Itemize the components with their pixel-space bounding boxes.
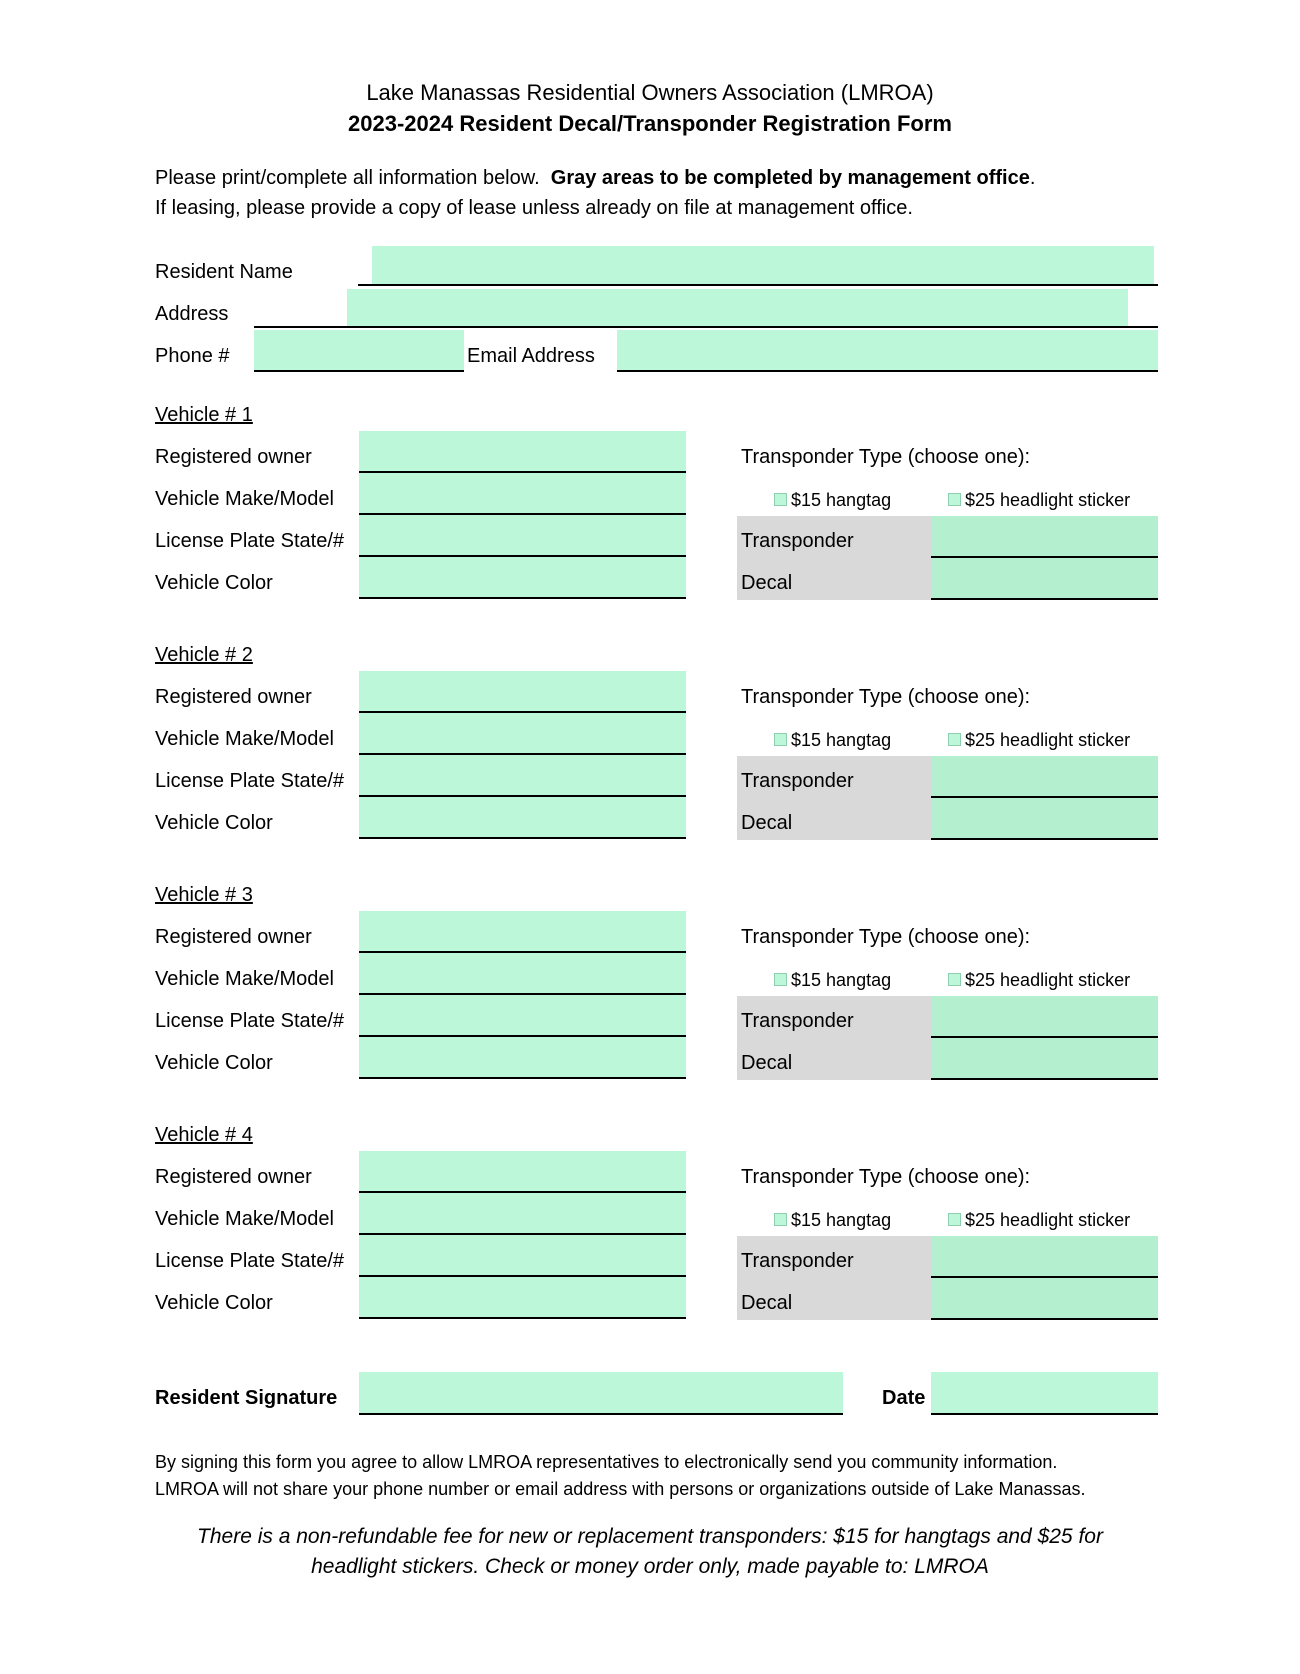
- vehicle-3-license-plate-label: License Plate State/#: [155, 1010, 345, 1032]
- vehicle-1-license-plate-label: License Plate State/#: [155, 530, 345, 552]
- vehicle-4-headlight-label: $25 headlight sticker: [965, 1210, 1131, 1230]
- consent-line-2: LMROA will not share your phone number or email address with persons or organizations outside of Lake Manassas.: [155, 1479, 1086, 1499]
- vehicle-2-license-plate-label: License Plate State/#: [155, 770, 345, 792]
- form-title: 2023-2024 Resident Decal/Transponder Registration Form: [348, 111, 952, 136]
- vehicle-1-vehicle-color-field[interactable]: [359, 557, 686, 599]
- vehicle-2-vehicle-color-field[interactable]: [359, 797, 686, 839]
- resident-signature-field[interactable]: [359, 1372, 843, 1415]
- vehicle-2-transponder-type-label: Transponder Type (choose one):: [741, 686, 1031, 708]
- vehicle-4-transponder-field[interactable]: [931, 1236, 1158, 1278]
- vehicle-3-registered-owner-field[interactable]: [359, 911, 686, 953]
- instructions-period: .: [1029, 167, 1036, 189]
- date-field[interactable]: [931, 1372, 1158, 1415]
- vehicle-2-decal-label: Decal: [741, 812, 793, 834]
- instructions-line-1: [155, 166, 1035, 190]
- vehicle-4-decal-label: Decal: [741, 1292, 793, 1314]
- vehicle-1-title: Vehicle # 1: [155, 404, 253, 426]
- vehicle-3-headlight-label: $25 headlight sticker: [965, 970, 1131, 990]
- vehicle-3-decal-label: Decal: [741, 1052, 793, 1074]
- vehicle-4-hangtag-label: $15 hangtag: [791, 1210, 892, 1230]
- vehicle-4-license-plate-field[interactable]: [359, 1235, 686, 1277]
- vehicle-1-hangtag-checkbox[interactable]: [774, 493, 787, 506]
- address-input[interactable]: [347, 289, 1128, 328]
- vehicle-4-license-plate-label: License Plate State/#: [155, 1250, 345, 1272]
- vehicle-4-make-model-label: Vehicle Make/Model: [155, 1208, 334, 1230]
- vehicle-3-vehicle-color-label: Vehicle Color: [155, 1052, 273, 1074]
- vehicle-3-hangtag-label: $15 hangtag: [791, 970, 892, 990]
- vehicle-2-transponder-field[interactable]: [931, 756, 1158, 798]
- vehicle-4-registered-owner-field[interactable]: [359, 1151, 686, 1193]
- resident-name-input[interactable]: [372, 246, 1154, 286]
- vehicle-1-vehicle-color-label: Vehicle Color: [155, 572, 273, 594]
- fee-note-line-2: headlight stickers. Check or money order only, made payable to: LMROA: [311, 1555, 989, 1578]
- vehicle-4-registered-owner-label: Registered owner: [155, 1166, 312, 1188]
- vehicle-3-vehicle-color-field[interactable]: [359, 1037, 686, 1079]
- vehicle-3-transponder-type-label: Transponder Type (choose one):: [741, 926, 1031, 948]
- vehicle-3-registered-owner-label: Registered owner: [155, 926, 312, 948]
- instructions-bold-note: Gray areas to be completed by management office: [550, 167, 1030, 189]
- vehicle-4-headlight-checkbox[interactable]: [948, 1213, 961, 1226]
- vehicle-1-registered-owner-label: Registered owner: [155, 446, 312, 468]
- vehicle-2-registered-owner-label: Registered owner: [155, 686, 312, 708]
- vehicle-3-transponder-label: Transponder: [741, 1010, 854, 1032]
- vehicle-3-make-model-label: Vehicle Make/Model: [155, 968, 334, 990]
- vehicle-4-transponder-label: Transponder: [741, 1250, 854, 1272]
- vehicle-4-hangtag-checkbox[interactable]: [774, 1213, 787, 1226]
- vehicle-4-transponder-type-label: Transponder Type (choose one):: [741, 1166, 1031, 1188]
- vehicle-2-make-model-field[interactable]: [359, 713, 686, 755]
- instructions-text: Please print/complete all information below.: [155, 167, 540, 189]
- instructions-line-2: If leasing, please provide a copy of lease unless already on file at management office.: [155, 197, 913, 219]
- consent-line-1: By signing this form you agree to allow LMROA representatives to electronically send you community information.: [155, 1452, 1058, 1472]
- vehicle-2-headlight-checkbox[interactable]: [948, 733, 961, 746]
- vehicle-1-transponder-label: Transponder: [741, 530, 854, 552]
- vehicle-2-title: Vehicle # 2: [155, 644, 253, 666]
- vehicle-2-hangtag-label: $15 hangtag: [791, 730, 892, 750]
- vehicle-3-license-plate-field[interactable]: [359, 995, 686, 1037]
- vehicle-2-vehicle-color-label: Vehicle Color: [155, 812, 273, 834]
- vehicle-4-vehicle-color-field[interactable]: [359, 1277, 686, 1319]
- vehicle-1-transponder-type-label: Transponder Type (choose one):: [741, 446, 1031, 468]
- vehicle-1-registered-owner-field[interactable]: [359, 431, 686, 473]
- vehicle-3-headlight-checkbox[interactable]: [948, 973, 961, 986]
- organization-title: Lake Manassas Residential Owners Association (LMROA): [366, 80, 934, 105]
- vehicle-1-decal-label: Decal: [741, 572, 793, 594]
- fee-note-line-1: There is a non-refundable fee for new or replacement transponders: $15 for hangtags and $25 for: [197, 1525, 1103, 1548]
- phone-label: Phone #: [155, 345, 230, 367]
- vehicle-3-make-model-field[interactable]: [359, 953, 686, 995]
- vehicle-2-license-plate-field[interactable]: [359, 755, 686, 797]
- vehicle-2-transponder-label: Transponder: [741, 770, 854, 792]
- email-label: Email Address: [467, 345, 595, 367]
- vehicle-1-transponder-field[interactable]: [931, 516, 1158, 558]
- vehicle-3-transponder-field[interactable]: [931, 996, 1158, 1038]
- vehicle-4-make-model-field[interactable]: [359, 1193, 686, 1235]
- vehicle-1-make-model-label: Vehicle Make/Model: [155, 488, 334, 510]
- vehicle-2-make-model-label: Vehicle Make/Model: [155, 728, 334, 750]
- phone-input[interactable]: [254, 330, 464, 372]
- vehicle-1-license-plate-field[interactable]: [359, 515, 686, 557]
- vehicle-1-headlight-checkbox[interactable]: [948, 493, 961, 506]
- address-label: Address: [155, 303, 229, 325]
- vehicle-3-decal-field[interactable]: [931, 1038, 1158, 1080]
- vehicle-4-title: Vehicle # 4: [155, 1124, 253, 1146]
- resident-signature-label: Resident Signature: [155, 1387, 338, 1409]
- vehicle-2-decal-field[interactable]: [931, 798, 1158, 840]
- vehicle-3-hangtag-checkbox[interactable]: [774, 973, 787, 986]
- vehicle-2-registered-owner-field[interactable]: [359, 671, 686, 713]
- vehicle-2-hangtag-checkbox[interactable]: [774, 733, 787, 746]
- vehicle-1-hangtag-label: $15 hangtag: [791, 490, 892, 510]
- email-input[interactable]: [617, 330, 1158, 372]
- vehicle-3-title: Vehicle # 3: [155, 884, 253, 906]
- resident-name-label: Resident Name: [155, 261, 293, 283]
- vehicle-4-vehicle-color-label: Vehicle Color: [155, 1292, 273, 1314]
- vehicle-4-decal-field[interactable]: [931, 1278, 1158, 1320]
- vehicle-1-decal-field[interactable]: [931, 558, 1158, 600]
- vehicle-1-headlight-label: $25 headlight sticker: [965, 490, 1131, 510]
- date-label: Date: [882, 1387, 926, 1409]
- vehicle-2-headlight-label: $25 headlight sticker: [965, 730, 1131, 750]
- vehicle-1-make-model-field[interactable]: [359, 473, 686, 515]
